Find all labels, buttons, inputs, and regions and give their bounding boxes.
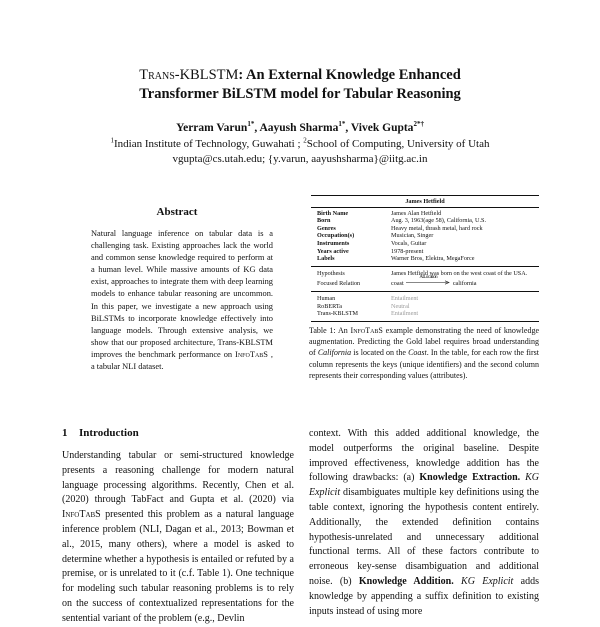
model-name: Trans-KBLSTM [317, 310, 359, 318]
table-bottom-rule [311, 321, 539, 322]
table-row [311, 225, 539, 233]
model-name: Human [317, 295, 336, 303]
paper-title [0, 66, 600, 104]
affiliation-line: $^1$Indian Institute of Technology, Guwahati ; $^2$School of Computing, University of Utah [110, 136, 490, 150]
model-label: Entailment [391, 310, 419, 318]
table-key: Birth Name [317, 209, 349, 217]
table-key: Labels [317, 255, 335, 263]
relation-arrow: AtLocation [405, 280, 451, 288]
table-key: Occupation(s) [317, 232, 355, 240]
table-key: Genres [317, 224, 336, 232]
model-prediction-row [311, 303, 539, 311]
table-key: Instruments [317, 239, 350, 247]
table-row [311, 248, 539, 256]
table-value: Heavy metal, thrash metal, hard rock [391, 224, 483, 232]
table-row [311, 210, 539, 218]
abstract-heading: Abstract [156, 206, 198, 218]
table-caption: Table 1: An InfoTabS example demonstrating the need of knowledge augmentation. Predicting the Gold label requires broad understanding of California is located on the Coast. In the table, for each row the first column represents the keys (unique identifiers) and the second column represents their corresponding values (attributes). [309, 326, 539, 380]
introduction-paragraph: Understanding tabular or semi-structured knowledge presents a reasoning challenge for modern natural language processing algorithms. Recently, Chen et al. (2020) through TabFact and Gupta et al. (2020) via InfoTabS presented this problem as a natural language inference problem (NLI, Dagan et al., 2013; Bowman et al., 2015, many others), where a model is asked to determine whether a hypothesis is entailed or refuted by a premise, or is unrelated to it (c.f. Table 1). One technique for modeling such tabular reasoning problems is to rely on the success of contextualized representations for the sentential variant of the problem (e.g., Devlin [62, 450, 294, 624]
model-label: Entailment [391, 295, 419, 303]
model-name: RoBERTa [317, 302, 342, 310]
title-line-1: Trans-KBLSTM: An External Knowledge Enhanced [139, 67, 461, 83]
table-row [311, 232, 539, 240]
table-value: Vocals, Guitar [391, 239, 427, 247]
right-column-paragraph: context. With this added additional knowledge, the model outperforms the original baseline. Despite improved effectiveness, knowledge addition has the following drawbacks: (a) Knowledge Extraction. KG Explicit disambiguates multiple key definitions using the table context, ignoring the hypothesis content entirely. Additionally, the extended definition contains hypothesis-unrelated and unnecessary additional functional terms. All of these factors contribute to erroneous key-sense disambiguation and additional noise. (b) Knowledge Addition. KG Explicit adds knowledge by appending a suffix definition to existing inputs instead of using more [309, 428, 540, 617]
title-line-2: Transformer BiLSTM model for Tabular Reasoning [139, 86, 461, 102]
table-value: 1978-present [391, 247, 424, 255]
section-heading-introduction: 1 Introduction [62, 427, 139, 439]
author-2: Aayush Sharma [259, 122, 339, 134]
model-prediction-row [311, 310, 539, 318]
model-prediction-row [311, 295, 539, 303]
table-value: Aug. 3, 1963(age 58), California, U.S. [391, 217, 487, 225]
table-rows [311, 210, 539, 263]
focused-relation-row: Focused Relation coast AtLocation california [317, 275, 477, 288]
table-row [311, 240, 539, 248]
hypothesis-text: James Hetfield was born on the west coast of the USA. [391, 269, 528, 277]
abstract-text: Natural language inference on tabular data is a challenging task. Existing approaches lack the world and common sense knowledge required to perform at a human level. While massive amounts of KG data exist, approaches to integrate them with deep learning models to enhance tabular reasoning are uncommon. In this paper, we investigate a new approach using BiLSTMs to incorporate knowledge effectively into language models. Through extensive analysis, we show that our proposed architecture, Trans-KBLSTM improves the benchmark performance on InfoTabS , a tabular NLI dataset. [91, 229, 273, 372]
model-label: Neutral [391, 302, 410, 310]
model-predictions [311, 295, 539, 318]
table-row [311, 255, 539, 263]
example-table [311, 195, 539, 322]
title-model-name: Trans-KBLSTM [139, 67, 239, 83]
affiliations [0, 137, 600, 167]
table-value: Musician, Singer [391, 232, 434, 240]
author-1: Yerram Varun [176, 122, 248, 134]
author-list: Yerram Varun$^{1*}$, Aayush Sharma$^{1*}$, Vivek Gupta$^{2*\dagger}$ [176, 120, 424, 134]
hypothesis-row: Hypothesis James Hetfield was born on the west coast of the USA. [311, 270, 539, 278]
table-title: James Hetfield [405, 198, 445, 205]
table-value: James Alan Hetfield [391, 209, 442, 217]
author-emails: vgupta@cs.utah.edu; {y.varun, aayushsharma}@iitg.ac.in [172, 153, 428, 165]
table-key: Born [317, 217, 331, 225]
table-row [311, 217, 539, 225]
table-key: Years active [317, 247, 349, 255]
table-value: Warner Bros, Elektra, MegaForce [391, 255, 475, 263]
author-3: Vivek Gupta [350, 122, 414, 134]
